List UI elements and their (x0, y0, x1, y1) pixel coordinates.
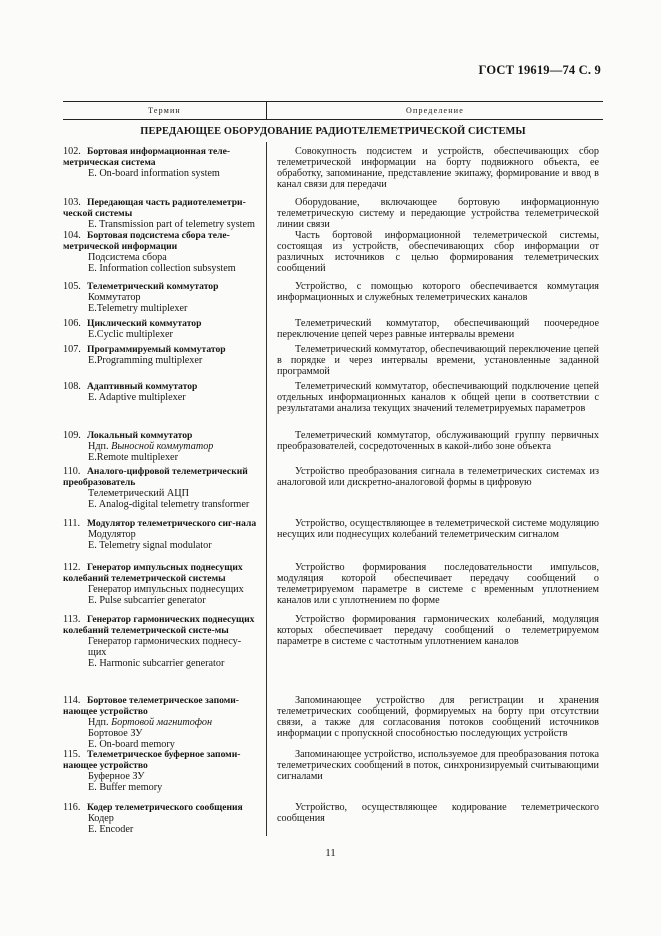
term-name: Телеметрический коммутатор (87, 281, 219, 292)
definition-text: Устройство, осуществляющее кодирование телеметрического сообщения (277, 802, 599, 825)
term-name: Бортовая информационная теле-метрическая система (63, 146, 231, 169)
definition-text: Телеметрический коммутатор, обслуживающий группу первичных преобразователей, сосредоточенных в какой-либо зоне объекта (277, 430, 599, 453)
definition-cell (277, 562, 599, 606)
definition-text: Запоминающее устройство, используемое для преобразования потока телеметрических сообщений в поток, синхронизируемый считывающими сигналами (277, 749, 599, 783)
terms-table (63, 101, 603, 836)
term-name: Модулятор телеметрического сиг-нала (87, 518, 257, 529)
definition-text: Совокупность подсистем и устройств, обеспечивающих сбор телеметрической информации на борту подвижного объекта, ее обработку, запоминание, представление экипажу, формирование и ввод в канал связи для передачи (277, 146, 599, 191)
definition-cell (277, 749, 599, 782)
term-number: 104. (63, 230, 81, 241)
term-heading (63, 381, 263, 392)
definition-text: Устройство формирования гармонических колебаний, модуляция которых обеспечивает передачу сообщений о телеметрируемом параметре в системе с частотным уплотнением каналов (277, 614, 599, 648)
english-equivalent: E. On-board memory (88, 739, 175, 751)
term-cell (63, 197, 263, 230)
definition-cell (277, 614, 599, 647)
term-name: Бортовое телеметрическое запоми-нающее устройство (63, 695, 239, 718)
term-name: Кодер телеметрического сообщения (87, 802, 243, 813)
definition-cell (277, 230, 599, 274)
deprecated-term (63, 441, 263, 452)
term-cell (63, 318, 263, 340)
term-cell (63, 562, 263, 606)
section-title: ПЕРЕДАЮЩЕЕ ОБОРУДОВАНИЕ РАДИОТЕЛЕМЕТРИЧЕСКОЙ СИСТЕМЫ (140, 126, 526, 137)
term-heading (63, 146, 263, 168)
term-number: 113. (63, 614, 81, 625)
definition-cell (277, 381, 599, 414)
column-header-definition: Определение (406, 106, 464, 115)
term-name: Бортовая подсистема сбора теле-метрической информации (63, 230, 230, 253)
term-heading (63, 562, 263, 584)
term-number: 111. (63, 518, 81, 529)
short-term: Бортовое ЗУ (88, 728, 143, 740)
term-heading (63, 197, 263, 219)
english-equivalent: E. Adaptive multiplexer (88, 392, 186, 404)
definition-text: Запоминающее устройство для регистрации и хранения телеметрических сообщений, формируемых на борту при отсутствии связи, а также для согласования потоков сообщений источников информации с пропускной способностью последующих устройств (277, 695, 599, 740)
short-term: Кодер (88, 813, 114, 825)
english-equivalent: E. Harmonic subcarrier generator (88, 658, 225, 670)
term-cell (63, 281, 263, 314)
page-header: ГОСТ 19619—74 С. 9 (478, 63, 601, 77)
term-heading (63, 518, 263, 529)
short-term: Буферное ЗУ (88, 771, 145, 783)
term-heading (63, 318, 263, 329)
definition-cell (277, 430, 599, 452)
term-number: 115. (63, 749, 81, 760)
deprecated-label: Ндп. (88, 717, 109, 729)
term-heading (63, 802, 263, 813)
term-cell (63, 381, 263, 403)
term-cell (63, 614, 263, 669)
deprecated-name: Выносной коммутатор (111, 441, 214, 453)
definition-cell (277, 344, 599, 377)
term-number: 114. (63, 695, 81, 706)
deprecated-name: Бортовой магнитофон (111, 717, 213, 729)
short-term: Генератор гармонических поднесу- (88, 636, 242, 648)
definition-cell (277, 518, 599, 540)
term-heading (63, 614, 263, 636)
term-name: Телеметрическое буферное запоми-нающее устройство (63, 749, 241, 772)
term-cell (63, 466, 263, 510)
term-name: Генератор гармонических поднесущих колебаний телеметрической систе-мы (63, 614, 255, 637)
term-cell (63, 749, 263, 793)
short-term: Подсистема сбора (88, 252, 167, 264)
deprecated-term (63, 717, 263, 728)
term-cell (63, 430, 263, 463)
term-heading (63, 466, 263, 488)
term-number: 107. (63, 344, 81, 355)
term-heading (63, 430, 263, 441)
english-equivalent: E. Telemetry signal modulator (88, 540, 212, 552)
term-number: 109. (63, 430, 81, 441)
english-equivalent: E. Information collection subsystem (88, 263, 236, 275)
term-number: 110. (63, 466, 81, 477)
term-heading (63, 695, 263, 717)
english-equivalent: E.Cyclic multiplexer (88, 329, 173, 341)
english-equivalent: E.Remote multiplexer (88, 452, 178, 464)
term-name: Программируемый коммутатор (87, 344, 226, 355)
page-number: 11 (325, 847, 336, 859)
term-name: Генератор импульсных поднесущих колебаний телеметрической системы (63, 562, 243, 585)
column-divider (266, 142, 267, 836)
english-equivalent: E. Transmission part of telemetry system (88, 219, 255, 231)
definition-text: Устройство формирования последовательности импульсов, модуляция которой обеспечивает передачу сообщений о телеметрируемом параметре в системе с временным уплотнением каналов или с уплотнением по форме (277, 562, 599, 607)
definition-text: Устройство, с помощью которого обеспечивается коммутация информационных и служебных телеметрических каналов (277, 281, 599, 304)
definition-text: Телеметрический коммутатор, обеспечивающий поочередное переключение цепей через равные интервалы времени (277, 318, 599, 341)
english-equivalent: E. On-board information system (88, 168, 220, 180)
definition-text: Оборудование, включающее бортовую информационную телеметрическую систему и передающие устройства телеметрической линии связи (277, 197, 599, 231)
short-term: Модулятор (88, 529, 136, 541)
term-cell (63, 146, 263, 179)
term-cell (63, 344, 263, 366)
english-equivalent: E. Analog-digital telemetry transformer (88, 499, 250, 511)
definition-cell (277, 281, 599, 303)
term-heading (63, 344, 263, 355)
column-header-term: Термин (63, 102, 267, 119)
definition-text: Устройство преобразования сигнала в телеметрических системах из аналоговой или дискретно-аналоговой формы в цифровую (277, 466, 599, 489)
english-equivalent: E. Encoder (88, 824, 134, 836)
definition-cell (277, 197, 599, 230)
term-name: Локальный коммутатор (87, 430, 193, 441)
term-cell (63, 518, 263, 551)
definition-cell (277, 146, 599, 190)
definition-cell (277, 466, 599, 488)
term-cell (63, 695, 263, 750)
definition-text: Часть бортовой информационной телеметрической системы, состоящая из устройств, обеспечивающих сбор информации от различных источников с целью формирования телеметрических сообщений (277, 230, 599, 275)
deprecated-label: Ндп. (88, 441, 109, 453)
term-heading (63, 281, 263, 292)
english-equivalent: E. Pulse subcarrier generator (88, 595, 206, 607)
term-heading (63, 230, 263, 252)
term-heading (63, 749, 263, 771)
term-cell (63, 230, 263, 274)
english-equivalent: E. Buffer memory (88, 782, 163, 794)
short-term: Коммутатор (88, 292, 141, 304)
term-number: 103. (63, 197, 81, 208)
table-header-row (63, 101, 603, 120)
term-number: 116. (63, 802, 81, 813)
short-term: Телеметрический АЦП (88, 488, 189, 500)
term-number: 106. (63, 318, 81, 329)
short-term: Генератор импульсных поднесущих (88, 584, 244, 596)
term-number: 108. (63, 381, 81, 392)
definition-text: Телеметрический коммутатор, обеспечивающий подключение цепей отдельных информационных каналов к общей цепи в соответствии с результатами анализа текущих значений телеметрируемых параметров (277, 381, 599, 415)
definition-cell (277, 318, 599, 340)
english-equivalent: E.Programming multiplexer (88, 355, 203, 367)
term-number: 112. (63, 562, 81, 573)
term-number: 102. (63, 146, 81, 157)
term-name: Аналого-цифровой телеметрический преобразователь (63, 466, 248, 489)
term-number: 105. (63, 281, 81, 292)
term-name: Циклический коммутатор (87, 318, 202, 329)
english-equivalent: E.Telemetry multiplexer (88, 303, 188, 315)
term-name: Адаптивный коммутатор (87, 381, 198, 392)
definition-cell (277, 802, 599, 824)
term-name: Передающая часть радиотелеметри-ческой системы (63, 197, 246, 220)
definition-text: Устройство, осуществляющее в телеметрической системе модуляцию несущих или поднесущих колебаний телеметрическим сигналом (277, 518, 599, 541)
definition-text: Телеметрический коммутатор, обеспечивающий переключение цепей в порядке и через интервалы времени, установленные заданной программой (277, 344, 599, 378)
short-term: щих (88, 647, 107, 659)
definition-cell (277, 695, 599, 739)
term-cell (63, 802, 263, 835)
